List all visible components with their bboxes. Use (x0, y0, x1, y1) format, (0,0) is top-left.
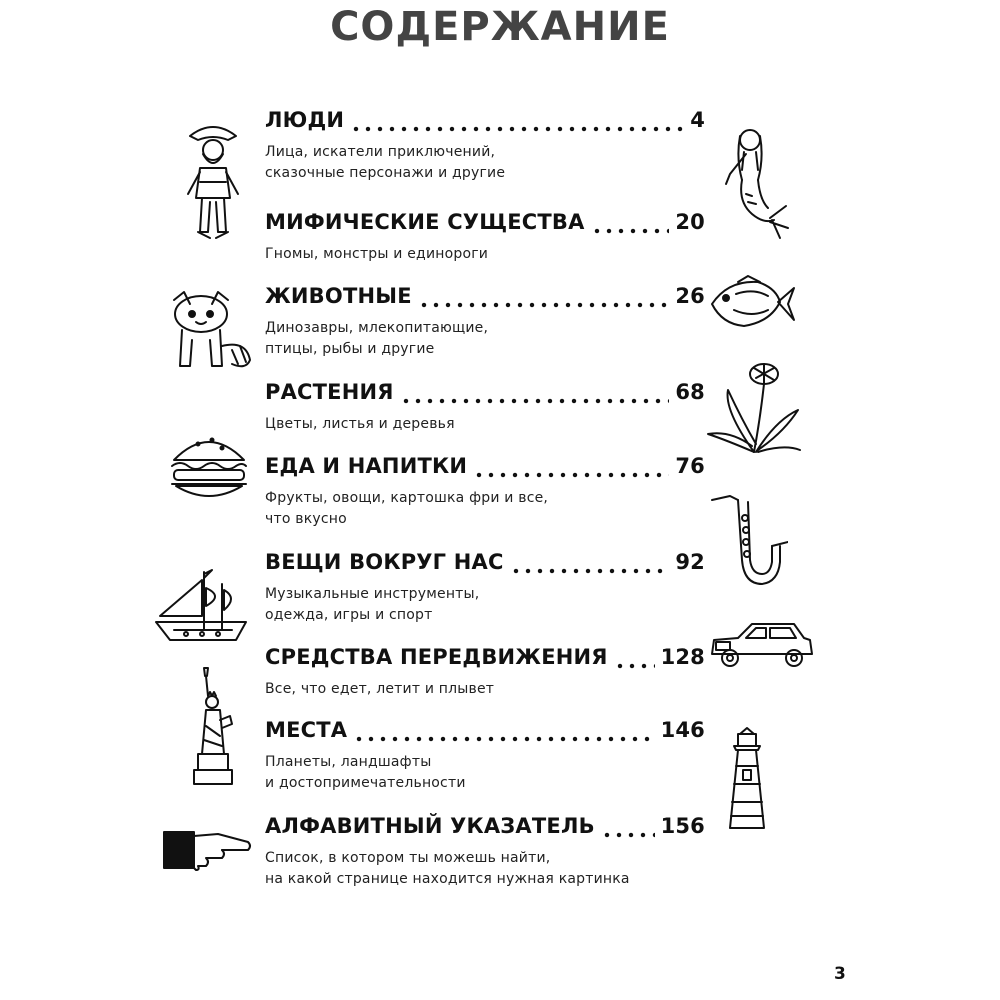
dandelion-icon (704, 360, 802, 456)
pirate-icon (178, 120, 248, 242)
toc-entry-page: 26 (675, 284, 705, 308)
toc-entry-description: Динозавры, млекопитающие, птицы, рыбы и другие (265, 320, 489, 357)
dot-leader (601, 832, 655, 838)
toc-entry-page: 4 (690, 108, 705, 132)
saxophone-icon (708, 490, 788, 590)
toc-entry-things[interactable] (265, 550, 705, 626)
dot-leader (591, 228, 670, 234)
toc-entry-description: Планеты, ландшафты и достопримечательности (265, 754, 466, 791)
toc-entry-title: МЕСТА (265, 718, 348, 742)
sailing-ship-icon (152, 566, 250, 648)
toc-entry-plants[interactable] (265, 380, 705, 435)
toc-entry-title: ВЕЩИ ВОКРУГ НАС (265, 550, 504, 574)
toc-entry-description: Лица, искатели приключений, сказочные персонажи и другие (265, 144, 506, 181)
toc-entry-description: Цветы, листья и деревья (265, 416, 455, 432)
dot-leader (350, 126, 684, 132)
fish-icon (708, 274, 798, 332)
mermaid-icon (708, 124, 790, 240)
toc-entry-title: РАСТЕНИЯ (265, 380, 394, 404)
burger-icon (168, 430, 250, 506)
toc-entry-page: 68 (675, 380, 705, 404)
toc-entry-page: 146 (660, 718, 705, 742)
dot-leader (614, 663, 655, 669)
toc-entry-title: СРЕДСТВА ПЕРЕДВИЖЕНИЯ (265, 645, 608, 669)
dot-leader (473, 472, 669, 478)
toc-entry-food[interactable] (265, 454, 705, 530)
toc-entry-title: МИФИЧЕСКИЕ СУЩЕСТВА (265, 210, 585, 234)
toc-entry-description: Фрукты, овощи, картошка фри и все, что вкусно (265, 490, 549, 527)
toc-entry-page: 76 (675, 454, 705, 478)
vintage-car-icon (708, 622, 814, 670)
toc-entry-page: 92 (675, 550, 705, 574)
toc-entry-title: ЕДА И НАПИТКИ (265, 454, 468, 478)
toc-entry-people[interactable] (265, 108, 705, 184)
toc-entry-description: Музыкальные инструменты, одежда, игры и спорт (265, 586, 480, 623)
toc-entry-description: Гномы, монстры и единороги (265, 246, 489, 262)
page-title: СОДЕРЖАНИЕ (330, 4, 670, 50)
dot-leader (418, 302, 670, 308)
toc-entry-title: ЛЮДИ (265, 108, 345, 132)
toc-entry-index[interactable] (265, 814, 705, 890)
page-number: 3 (834, 964, 846, 984)
toc-entry-page: 128 (660, 645, 705, 669)
statue-of-liberty-icon (190, 666, 240, 788)
toc-entry-title: ЖИВОТНЫЕ (265, 284, 412, 308)
pointing-hand-icon (162, 824, 254, 876)
dot-leader (510, 568, 670, 574)
red-panda-icon (166, 290, 254, 372)
toc-entry-description: Список, в котором ты можешь найти, на какой странице находится нужная картинка (265, 850, 630, 887)
toc-entry-transport[interactable] (265, 645, 705, 700)
dot-leader (353, 736, 654, 742)
lighthouse-icon (724, 726, 770, 832)
toc-entry-title: АЛФАВИТНЫЙ УКАЗАТЕЛЬ (265, 814, 595, 838)
toc-entry-places[interactable] (265, 718, 705, 794)
toc-entry-description: Все, что едет, летит и плывет (265, 681, 495, 697)
dot-leader (400, 398, 670, 404)
toc-entry-mythical[interactable] (265, 210, 705, 265)
toc-entry-page: 156 (660, 814, 705, 838)
toc-entry-page: 20 (675, 210, 705, 234)
toc-entry-animals[interactable] (265, 284, 705, 360)
